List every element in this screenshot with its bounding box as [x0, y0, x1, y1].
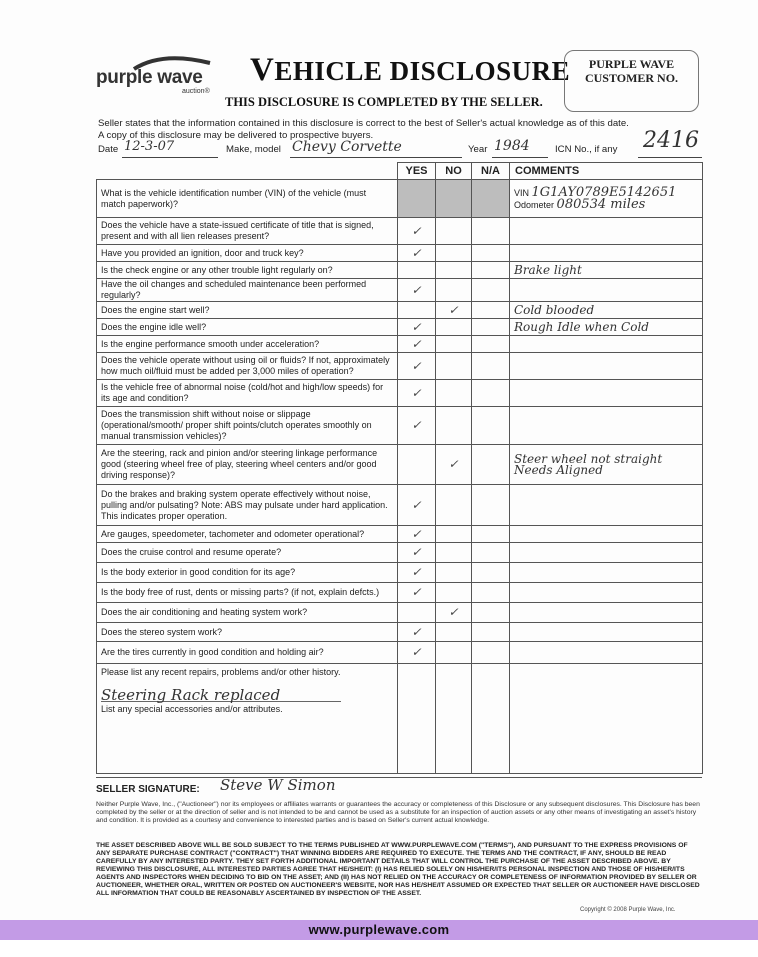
answer-yes-checkbox[interactable]: ✓ [398, 336, 436, 353]
answer-yes-checkbox[interactable]: ✓ [398, 407, 436, 445]
table-row [97, 180, 703, 218]
answer-na-checkbox[interactable] [472, 543, 510, 563]
question-text: Does the air conditioning and heating system work? [97, 603, 398, 623]
customer-box-line1: PURPLE WAVE [588, 57, 675, 71]
comment-line: Steer wheel not straight [514, 451, 663, 466]
accessories-label: List any special accessories and/or attributes. [101, 704, 283, 714]
answer-no-checkbox[interactable] [436, 353, 472, 380]
answer-na-checkbox[interactable] [472, 302, 510, 319]
comment-field[interactable] [510, 526, 703, 543]
answer-no-checkbox[interactable] [436, 262, 472, 279]
table-row [97, 302, 703, 319]
table-row [97, 319, 703, 336]
make-model-field[interactable]: Chevy Corvette [292, 139, 402, 155]
table-row [97, 642, 703, 664]
answer-yes-checkbox[interactable] [398, 445, 436, 485]
answer-no-checkbox[interactable] [436, 336, 472, 353]
answer-no-checkbox[interactable] [436, 279, 472, 302]
answer-yes-checkbox[interactable]: ✓ [398, 353, 436, 380]
question-text: Does the cruise control and resume operate? [97, 543, 398, 563]
answer-yes-checkbox[interactable]: ✓ [398, 319, 436, 336]
table-row [97, 623, 703, 642]
comment-field[interactable] [510, 642, 703, 664]
answer-yes-checkbox[interactable]: ✓ [398, 279, 436, 302]
intro-statement: Seller states that the information contained in this disclosure is correct to the best of Seller's actual knowledge as of this date. A copy of this disclosure may be delivered to prospective buyers. [98, 118, 629, 141]
answer-na-checkbox[interactable] [472, 353, 510, 380]
odometer-label: Odometer [514, 199, 555, 210]
answer-yes-checkbox[interactable]: ✓ [398, 583, 436, 603]
comment-field[interactable] [510, 603, 703, 623]
question-text: Are the steering, rack and pinion and/or steering linkage performance good (steering wheel free of play, steering wheel centers and/or good driving response)? [97, 445, 398, 485]
comment-line: Needs Aligned [514, 462, 603, 477]
vin-field[interactable]: 1G1AY0789E5142651 [531, 184, 677, 200]
year-field[interactable]: 1984 [494, 138, 530, 154]
date-field[interactable]: 12-3-07 [124, 139, 175, 154]
copyright: Copyright © 2008 Purple Wave, Inc. [580, 907, 676, 913]
col-comments: COMMENTS [510, 163, 703, 180]
question-text: Does the engine idle well? [97, 319, 398, 336]
answer-yes-checkbox[interactable]: ✓ [398, 642, 436, 664]
answer-no-checkbox[interactable] [436, 319, 472, 336]
answer-yes-checkbox[interactable]: ✓ [398, 380, 436, 407]
answer-na-checkbox[interactable] [472, 526, 510, 543]
answer-no-checkbox[interactable] [436, 583, 472, 603]
repairs-row [97, 664, 703, 774]
repairs-field[interactable]: Steering Rack replaced [101, 690, 341, 702]
comment-field[interactable] [510, 380, 703, 407]
answer-yes-checkbox[interactable]: ✓ [398, 563, 436, 583]
answer-no-checkbox[interactable] [436, 563, 472, 583]
question-text: Is the body exterior in good condition for its age? [97, 563, 398, 583]
comment-field[interactable] [510, 623, 703, 642]
table-row [97, 485, 703, 526]
col-no: NO [436, 163, 472, 180]
answer-no-checkbox[interactable]: ✓ [436, 302, 472, 319]
repairs-label: Please list any recent repairs, problems and/or other history. [101, 667, 341, 677]
answer-na-checkbox[interactable] [472, 603, 510, 623]
answer-na-checkbox[interactable] [472, 319, 510, 336]
answer-yes-checkbox[interactable]: ✓ [398, 218, 436, 245]
table-row [97, 218, 703, 245]
repairs-blank-cell [436, 664, 472, 774]
logo-name: purple wave [96, 67, 203, 88]
answer-no-checkbox[interactable] [436, 218, 472, 245]
question-text: Does the engine start well? [97, 302, 398, 319]
answer-na-checkbox[interactable] [472, 485, 510, 526]
answer-yes-checkbox[interactable] [398, 262, 436, 279]
table-row [97, 563, 703, 583]
make-model-label: Make, model [226, 144, 281, 155]
comment-field[interactable] [510, 445, 703, 485]
question-text: What is the vehicle identification number (VIN) of the vehicle (must match paperwork)? [97, 180, 398, 218]
comment-field[interactable]: Brake light [510, 262, 703, 279]
answer-no-checkbox[interactable] [436, 407, 472, 445]
customer-box-line2: CUSTOMER NO. [584, 71, 679, 85]
page-subtitle: THIS DISCLOSURE IS COMPLETED BY THE SELLER. [225, 95, 543, 109]
comment-field[interactable] [510, 543, 703, 563]
year-label: Year [468, 144, 488, 155]
answer-no-checkbox[interactable] [436, 180, 472, 218]
table-row [97, 407, 703, 445]
answer-no-checkbox[interactable] [436, 245, 472, 262]
answer-yes-checkbox[interactable] [398, 302, 436, 319]
answer-no-checkbox[interactable] [436, 642, 472, 664]
question-text: Is the engine performance smooth under acceleration? [97, 336, 398, 353]
answer-na-checkbox[interactable] [472, 445, 510, 485]
footer-url-bar[interactable] [0, 920, 758, 940]
answer-na-checkbox[interactable] [472, 180, 510, 218]
logo-subtext: auction® [182, 88, 210, 95]
table-row [97, 526, 703, 543]
answer-na-checkbox[interactable] [472, 583, 510, 603]
purple-wave-logo [92, 55, 217, 100]
table-row [97, 380, 703, 407]
answer-yes-checkbox[interactable]: ✓ [398, 526, 436, 543]
answer-na-checkbox[interactable] [472, 642, 510, 664]
answer-yes-checkbox[interactable] [398, 180, 436, 218]
table-row [97, 543, 703, 563]
comment-field[interactable] [510, 563, 703, 583]
answer-na-checkbox[interactable] [472, 563, 510, 583]
answer-no-checkbox[interactable] [436, 485, 472, 526]
comment-field[interactable] [510, 279, 703, 302]
answer-no-checkbox[interactable]: ✓ [436, 603, 472, 623]
answer-na-checkbox[interactable] [472, 262, 510, 279]
comment-field[interactable]: Rough Idle when Cold [510, 319, 703, 336]
question-text: Do the brakes and braking system operate effectively without noise, pulling and/or pulsating? Note: ABS may pulsate under hard application. This indicates proper operation. [97, 485, 398, 526]
table-row [97, 583, 703, 603]
answer-no-checkbox[interactable] [436, 526, 472, 543]
vin-label: VIN [514, 187, 530, 198]
repairs-blank-cell [472, 664, 510, 774]
answer-yes-checkbox[interactable] [398, 603, 436, 623]
answer-no-checkbox[interactable]: ✓ [436, 445, 472, 485]
question-text: Is the body free of rust, dents or missing parts? (if not, explain defcts.) [97, 583, 398, 603]
comment-field[interactable]: Cold blooded [510, 302, 703, 319]
disclosure-table [96, 162, 703, 774]
repairs-blank-cell [510, 664, 703, 774]
table-row [97, 353, 703, 380]
question-text: Does the stereo system work? [97, 623, 398, 642]
comment-field[interactable] [510, 485, 703, 526]
answer-na-checkbox[interactable] [472, 245, 510, 262]
footer-url[interactable]: www.purplewave.com [308, 922, 450, 937]
answer-yes-checkbox[interactable]: ✓ [398, 623, 436, 642]
icn-field[interactable]: 2416 [643, 128, 699, 153]
question-text: Does the transmission shift without noise or slippage (operational/smooth/ proper shift points/clutch operates smoothly on manual transmission vehicles)? [97, 407, 398, 445]
answer-yes-checkbox[interactable]: ✓ [398, 485, 436, 526]
table-header-row [97, 163, 703, 180]
comment-field[interactable] [510, 180, 703, 218]
answer-na-checkbox[interactable] [472, 380, 510, 407]
seller-signature[interactable]: Steve W Simon [220, 776, 336, 794]
answer-yes-checkbox[interactable]: ✓ [398, 245, 436, 262]
question-text: Are the tires currently in good condition and holding air? [97, 642, 398, 664]
answer-na-checkbox[interactable] [472, 407, 510, 445]
answer-na-checkbox[interactable] [472, 623, 510, 642]
comment-field[interactable] [510, 336, 703, 353]
answer-yes-checkbox[interactable]: ✓ [398, 543, 436, 563]
question-text: Does the vehicle have a state-issued certificate of title that is signed, present and with all lien releases present? [97, 218, 398, 245]
comment-field[interactable] [510, 583, 703, 603]
answer-no-checkbox[interactable] [436, 380, 472, 407]
table-row [97, 445, 703, 485]
table-row [97, 336, 703, 353]
table-row [97, 262, 703, 279]
col-yes: YES [398, 163, 436, 180]
terms-text: THE ASSET DESCRIBED ABOVE WILL BE SOLD SUBJECT TO THE TERMS PUBLISHED AT WWW.PURPLEWAVE.COM ("TERMS"), AND PURSUANT TO THE EXPRESS PROVISIONS OF ANY SEPARATE PURCHASE CONTRACT ("CONTRACT") THAT WINNING BIDDERS ARE REQUIRED TO EXECUTE. THE TERMS AND THE CONTRACT, IF ANY, SHOULD BE READ CAREFULLY BY ANY INTERESTED PARTY. THEY SET FORTH ADDITIONAL IMPORTANT DETAILS THAT WILL CONTROL THE PURCHASE OF THE ASSET DESCRIBED ABOVE. BY REVIEWING THIS DISCLOSURE, ALL INTERESTED PARTIES AGREE THAT HE/SHE/IT: (I) HAS RELIED SOLELY ON HIS/HER/ITS PERSONAL INSPECTION AND THOSE OF HIS/HER/ITS AGENTS AND INSPECTORS WHEN DECIDING TO BID ON THE ASSET; AND (II) HAS NOT RELIED ON THE ACCURACY OR COMPLETENESS OF INFORMATION PROVIDED BY SELLER OR AUCTIONEER, WHETHER ORAL, WRITTEN OR POSTED ON AUCTIONEER'S WEBSITE, NOR HAS HE/SHE/IT ASSUMED OR EXPECTED THAT SELLER OR AUCTIONEER HAVE DISCLOSED ALL INFORMATION THAT COULD BE REASONABLY ASCERTAINED BY INSPECTION OF THE ASSET. [96, 842, 700, 897]
customer-number-box[interactable] [564, 50, 699, 112]
comment-field[interactable] [510, 407, 703, 445]
table-row [97, 245, 703, 262]
comment-field[interactable] [510, 245, 703, 262]
comment-field[interactable] [510, 353, 703, 380]
repairs-blank-cell [398, 664, 436, 774]
question-text: Are gauges, speedometer, tachometer and odometer operational? [97, 526, 398, 543]
table-row [97, 603, 703, 623]
page-title: VEHICLE DISCLOSURE [250, 52, 571, 88]
answer-na-checkbox[interactable] [472, 336, 510, 353]
answer-no-checkbox[interactable] [436, 623, 472, 642]
disclaimer-text: Neither Purple Wave, Inc., ("Auctioneer") nor its employees or affiliates warrants or guarantees the accuracy or completeness of this Disclosure or any subsequent disclosures. This Disclosure has been completed by the seller or at the direction of seller and is not intended to be and cannot be used as a substitute for an inspection of auction assets or any other means of investigating an asset's history and condition. It is provided as a courtesy and convenience to interested parties and is based on Seller's current actual knowledge. [96, 801, 700, 824]
question-text: Is the check engine or any other trouble light regularly on? [97, 262, 398, 279]
answer-na-checkbox[interactable] [472, 279, 510, 302]
answer-no-checkbox[interactable] [436, 543, 472, 563]
question-text: Have the oil changes and scheduled maintenance been performed regularly? [97, 279, 398, 302]
table-row [97, 279, 703, 302]
icn-label: ICN No., if any [555, 144, 618, 155]
answer-na-checkbox[interactable] [472, 218, 510, 245]
question-text: Have you provided an ignition, door and truck key? [97, 245, 398, 262]
date-label: Date [98, 144, 119, 155]
col-na: N/A [472, 163, 510, 180]
odometer-field[interactable]: 080534 miles [556, 196, 646, 212]
question-text: Is the vehicle free of abnormal noise (cold/hot and high/low speeds) for its age and condition? [97, 380, 398, 407]
seller-signature-label: SELLER SIGNATURE: [96, 784, 200, 795]
comment-field[interactable] [510, 218, 703, 245]
question-text: Does the vehicle operate without using oil or fluids? If not, approximately how much oil/fluid must be added per 3,000 miles of operation? [97, 353, 398, 380]
